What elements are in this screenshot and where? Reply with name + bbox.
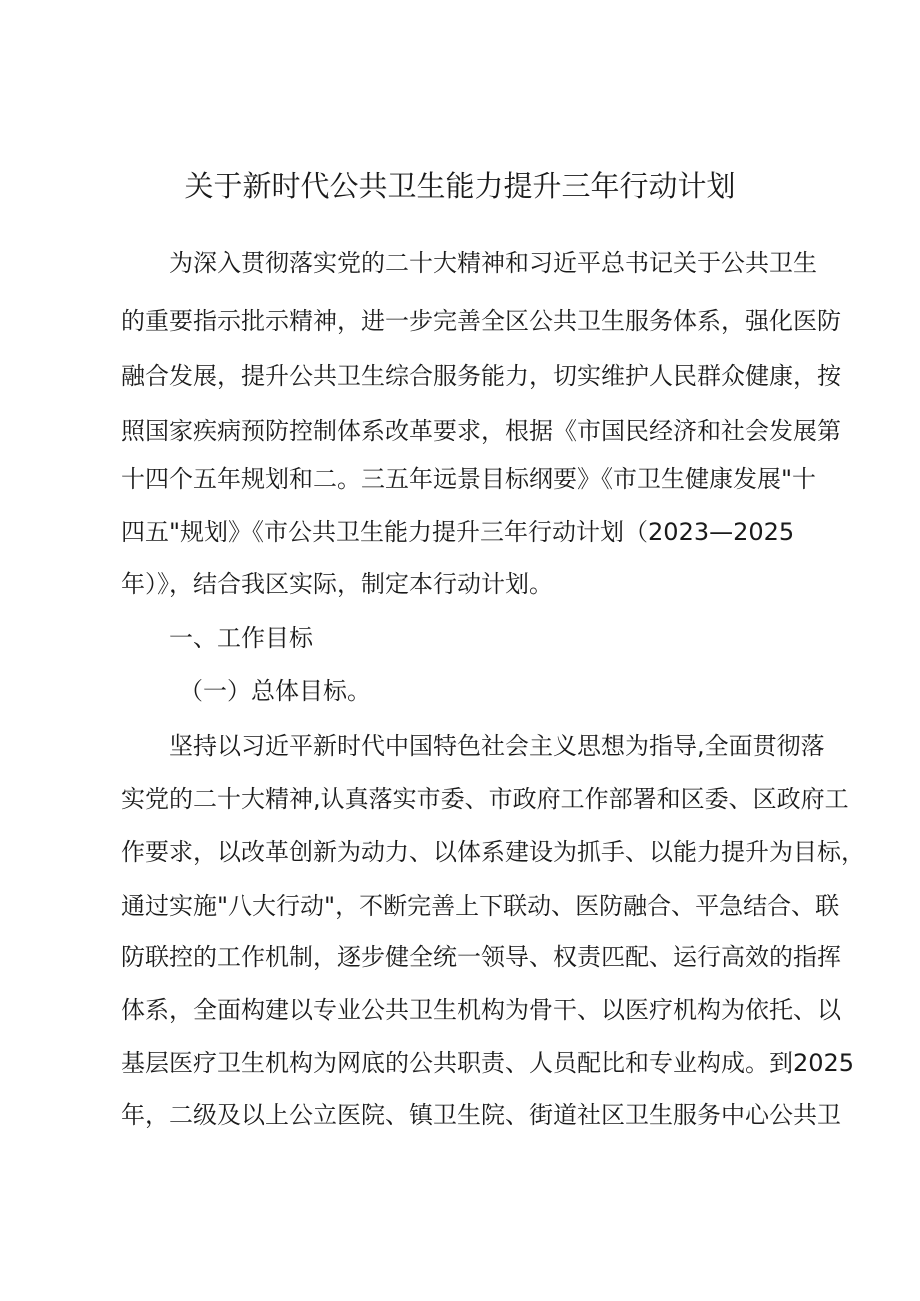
paragraph-2-line-7: 基层医疗卫生机构为网底的公共职责、人员配比和专业构成。到2025 bbox=[121, 1049, 855, 1077]
paragraph-1-line-4: 照国家疾病预防控制体系改革要求，根据《市国民经济和社会发展第 bbox=[121, 417, 841, 445]
paragraph-1-line-1: 为深入贯彻落实党的二十大精神和习近平总书记关于公共卫生 bbox=[169, 249, 817, 277]
paragraph-1-line-5: 十四个五年规划和二。三五年远景目标纲要》《市卫生健康发展"十 bbox=[121, 465, 817, 493]
paragraph-2-line-3: 作要求，以改革创新为动力、以体系建设为抓手、以能力提升为目标， bbox=[121, 838, 865, 866]
document-title: 关于新时代公共卫生能力提升三年行动计划 bbox=[184, 169, 736, 203]
paragraph-2-line-5: 防联控的工作机制，逐步健全统一领导、权责匹配、运行高效的指挥 bbox=[121, 943, 841, 971]
paragraph-2-line-1: 坚持以习近平新时代中国特色社会主义思想为指导,全面贯彻落 bbox=[169, 732, 825, 760]
paragraph-1-line-7: 年）》，结合我区实际，制定本行动计划。 bbox=[121, 570, 553, 598]
paragraph-1-line-3: 融合发展，提升公共卫生综合服务能力，切实维护人民群众健康，按 bbox=[121, 362, 841, 390]
paragraph-1-line-2: 的重要指示批示精神，进一步完善全区公共卫生服务体系，强化医防 bbox=[121, 307, 841, 335]
paragraph-1-line-6: 四五"规划》《市公共卫生能力提升三年行动计划（2023—2025 bbox=[121, 518, 795, 546]
section-heading: 一、工作目标 bbox=[169, 624, 313, 652]
paragraph-2-line-8: 年，二级及以上公立医院、镇卫生院、街道社区卫生服务中心公共卫 bbox=[121, 1101, 841, 1129]
paragraph-2-line-6: 体系，全面构建以专业公共卫生机构为骨干、以医疗机构为依托、以 bbox=[121, 996, 841, 1024]
paragraph-2-line-2: 实党的二十大精神,认真落实市委、市政府工作部署和区委、区政府工 bbox=[121, 785, 849, 813]
paragraph-2-line-4: 通过实施"八大行动"，不断完善上下联动、医防融合、平急结合、联 bbox=[121, 892, 840, 920]
section-subheading: （一）总体目标。 bbox=[179, 677, 371, 705]
